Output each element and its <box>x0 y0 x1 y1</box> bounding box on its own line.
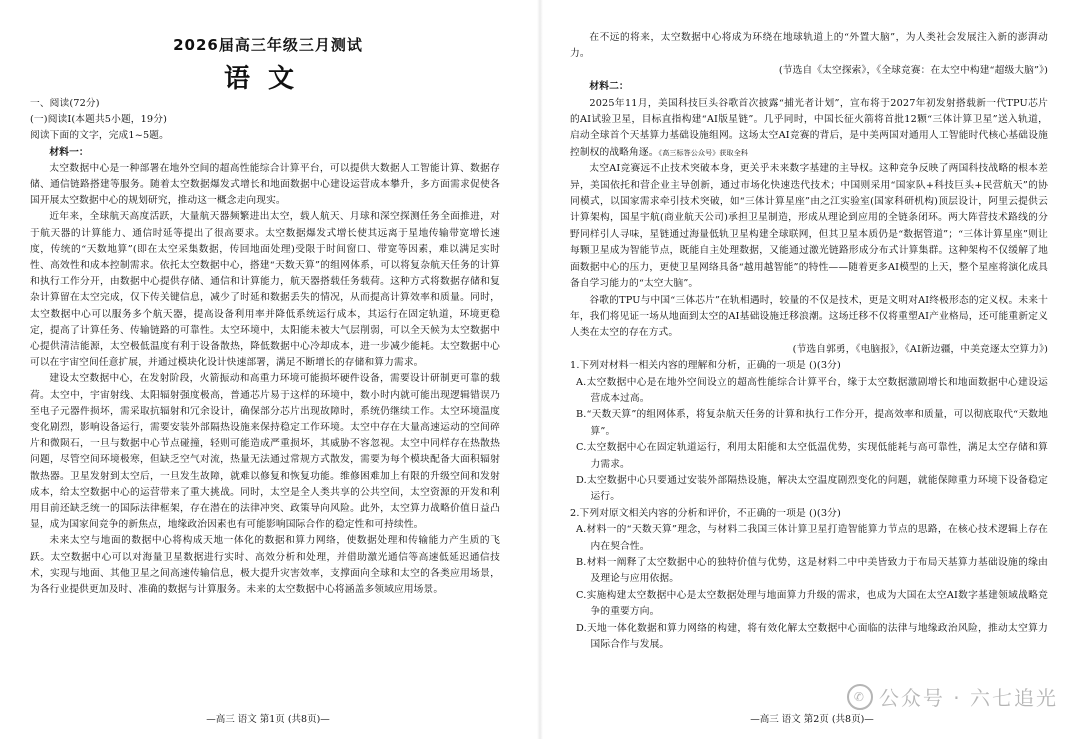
question-option: B.“天数天算”的组网体系，将复杂航天任务的计算和执行工作分开，提高效率和质量，可以彻底取代“天数地算”。 <box>576 409 1048 437</box>
paragraph: 近年来，全球航天高度活跃，大量航天器频繁进出太空，载人航天、月球和深空探测任务全面推进，对于航天器的计算能力、通信时延等提出了很高要求。太空数据爆发式增长使其远离于星地传输带宽增长速度，传统的“天数地算”(即在太空采集数据，传回地面处理)受限于时间窗口、带宽等因素，难以满足实时性、高效性和成本控制需求。依托太空数据中心，搭建“天数天算”的组网体系，可以将复杂航天任务的计算和执行工作分开，由数据中心提供存储、通信和计算能力，航天器搭载任务载荷。这种方式将数据存储和复杂计算留在太空完成，仅下传关键信息，减少了时延和数据丢失的情况，从而提高计算效率和质量。同时，太空数据中心可以服务多个航天器，提高设备利用率并降低系统运行成本，其运行在固定轨道，环境更稳定，提高了计算任务、传输链路的可靠性。太空环境中，太阳能未被大气层削弱，可以全天候为太空数据中心提供清洁能源，太空极低温度有利于设备散热，降低数据中心冷却成本，进一步减少能耗。太空数据中心可以在宇宙空间任意扩展，并通过模块化设计快速部署，满足不断增长的存储和算力需求。 <box>30 211 500 369</box>
material-label: 材料一： <box>49 146 89 158</box>
page-footer: —高三 语文 第1页 (共8页)— <box>206 714 330 725</box>
instruction: 阅读下面的文字，完成1~5题。 <box>30 130 169 142</box>
question-option: B.材料一阐释了太空数据中心的独特价值与优势，这是材料二中中美皆致力于布局天基算力基础设施的缘由及理论与应用依据。 <box>576 557 1048 585</box>
question-option: D.太空数据中心只要通过安装外部隔热设施，解决太空温度剧烈变化的问题，就能保障重力环境下设备稳定运行。 <box>576 474 1048 503</box>
subject-title: 语文 <box>223 64 312 94</box>
exam-title: 2026届高三年级三月测试 <box>173 36 363 54</box>
right-column <box>570 30 1048 653</box>
question-option: C.实施构建太空数据中心是太空数据处理与地面算力升级的需求，也成为大国在太空AI数字基建领域战略竞争的重要方向。 <box>576 589 1048 618</box>
left-column <box>30 96 500 598</box>
question-stem: 2.下列对原文相关内容的分析和评价，不正确的一项是 ()(3分) <box>570 507 841 519</box>
question-stem: 1.下列对材料一相关内容的理解和分析，正确的一项是 ()(3分) <box>570 360 841 372</box>
section-heading: 一、阅读(72分) <box>30 98 100 109</box>
page-fold <box>537 0 543 739</box>
wechat-icon: ✆ <box>847 684 873 710</box>
source-citation: (节选自《太空探索》，《全球竞赛：在太空中构建“超级大脑”》) <box>778 64 1048 76</box>
paragraph: 未来太空与地面的数据中心将构成天地一体化的数据和算力网络，使数据处理和传输能力产生质的飞跃。太空数据中心可以对海量卫星数据进行实时、高效分析和处理，并借助激光通信等高速低延迟通信技术，实现与地面、其他卫星之间高速传输信息，极大提升灾害效率，支撑面向全球和太空的各类应用场景，为各行业提供更加及时、准确的数据与计算服务。未来的太空数据中心将涵盖多领域应用场景。 <box>30 535 500 596</box>
paragraph: 太空AI竞赛远不止技术突破本身，更关乎未来数字基建的主导权。这种竞争反映了两国科技战略的根本差异，美国依托和营企业主导创新，通过市场化快速迭代技术；中国则采用“国家队+科技巨头+民营航天”的协同模式，以国家需求牵引技术突破，如“三体计算星座”由之江实验室(国家科研机构)顶层设计，阿里云提供云计算架构，国星宇航(商业航天公司)承担卫星制造，形成从理论到应用的全链条闭环。两大阵营技术路线的分野同样引人寻味，星链通过海量低轨卫星构建全球联网，但其卫星本质仍是“数据管道”；“三体计算星座”则让每颗卫星成为智能节点，既能自主处理数据，又能通过激光链路形成分布式计算集群。这种架构不仅缓解了地面数据中心的压力，更使卫星网络具备“越用越智能”的特性——随着更多AI模型的上天，整个星座将演化成具备自学习能力的“太空大脑”。 <box>570 163 1048 290</box>
question-option: A.材料一的“天数天算”理念，与材料二我国三体计算卫星打造智能算力节点的思路，在核心技术逻辑上存在内在契合性。 <box>576 524 1048 552</box>
source-citation: (节选自郭勇，《电脑报》，《AI新边疆，中美竞逐太空算力》) <box>792 343 1048 355</box>
paragraph <box>570 96 1048 162</box>
inline-note: 《高三标答公众号》获取全科 <box>658 148 748 157</box>
page-footer: —高三 语文 第2页 (共8页)— <box>750 714 874 725</box>
right-page <box>544 0 1080 739</box>
material-label: 材料二： <box>589 81 629 93</box>
paragraph: 建设太空数据中心，在发射阶段，火箭振动和高重力环境可能损坏硬件设备，需要设计研制更可靠的载荷。太空中，宇宙射线、太阳辐射强度极高，普通芯片易于这样的环境中，数小时内就可能出现逻辑错误乃至电子元器件损坏，需采取抗辐射和冗余设计，确保部分芯片出现故障时，系统仍继续工作。太空环境温度变化剧烈，影响设备运行，需要安装外部隔热设施来保持稳定工作环境。太空中存在大量高速运动的空间碎片和微陨石，一旦与数据中心节点碰撞，轻则可能造成严重损坏，其威胁不容忽视。太空中同样存在热散热问题，尽管空间环境极寒，但缺乏空气对流，热量无法通过常规方式散发，需要为每个模块配备大面积辐射散热器。卫星发射到太空后，一旦发生故障，就难以修复和恢复功能。维修困难加上有限的升级空间和发射成本，给太空数据中心的运营带来了重大挑战。同时，太空是全人类共享的公共空间，太空资源的开发和利用目前还缺乏统一的国际法律框架，存在潜在的法律冲突、政策导向风险。此外，太空算力战略价值日益凸显，成为国家间竞争的新焦点，地缘政治因素也有可能影响国际合作的稳定性和可持续性。 <box>30 373 500 531</box>
paragraph: 在不远的将来，太空数据中心将成为环绕在地球轨道上的“外置大脑”，为人类社会发展注入新的澎湃动力。 <box>570 32 1048 60</box>
watermark-text: 公众号 · 六七追光 <box>878 686 1058 710</box>
question-options <box>576 522 1048 653</box>
left-page <box>0 0 536 739</box>
paragraph: 谷歌的TPU与中国“三体芯片”在轨相遇时，较量的不仅是技术，更是文明对AI终极形态的定义权。未来十年，我们将见证一场从地面到太空的AI基础设施迁移浪潮。这场迁移不仅将重塑AI产业格局，还可能重新定义人类在太空的存在方式。 <box>570 294 1048 339</box>
question-option: A.太空数据中心是在地外空间设立的超高性能综合计算平台，缘于太空数据激剧增长和地面数据中心建设运营成本过高。 <box>576 376 1048 404</box>
question-option: C.太空数据中心在固定轨道运行，利用太阳能和太空低温优势，实现低能耗与高可靠性，满足太空存储和算力需求。 <box>576 442 1048 470</box>
watermark <box>847 682 1058 711</box>
question-option: D.天地一体化数据和算力网络的构建，将有效化解太空数据中心面临的法律与地缘政治风险，推动太空算力国际合作与发展。 <box>576 622 1048 651</box>
subsection-heading: (一)阅读Ⅰ(本题共5小题，19分) <box>30 114 168 126</box>
paragraph-text: 2025年11月，美国科技巨头谷歌首次披露“捕光者计划”，宣布将于2027年初发射搭载新一代TPU芯片的AI试验卫星，目标直指构建“AI版星链”。几乎同时，中国长征火箭将首批12颗“三体计算卫星”送入轨道，启动全球首个天基算力基础设施组网。这场太空AI竞赛的背后，是中美两国对通用人工智能时代核心基础设施控制权的战略角逐。 <box>570 97 1048 158</box>
question-options <box>576 375 1048 506</box>
paragraph: 太空数据中心是一种部署在地外空间的超高性能综合计算平台，可以提供大数据人工智能计算、数据存储、通信链路搭建等服务。随着太空数据爆发式增长和地面数据中心建设运营成本攀升，多方面需求促使各国开展太空数据中心的规划研究，推动这一概念走向现实。 <box>30 162 500 207</box>
